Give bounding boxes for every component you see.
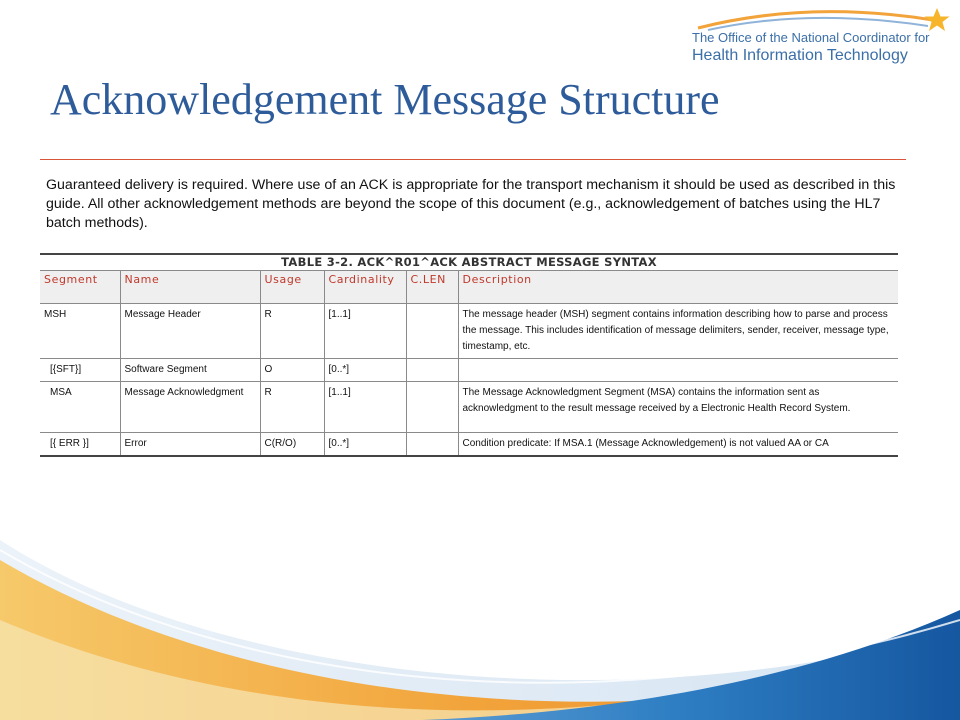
column-header-segment: Segment [40, 271, 120, 304]
cell-clen [406, 433, 458, 457]
cell-name: Software Segment [120, 359, 260, 382]
table-row [40, 382, 898, 433]
cell-usage: O [260, 359, 324, 382]
logo-line-2: Health Information Technology [692, 47, 908, 64]
onc-logo [688, 6, 954, 70]
column-header-name: Name [120, 271, 260, 304]
cell-name: Error [120, 433, 260, 457]
cell-usage: R [260, 382, 324, 433]
cell-name: Message Acknowledgment [120, 382, 260, 433]
cell-segment: [{SFT}] [40, 359, 120, 382]
cell-clen [406, 382, 458, 433]
table-row [40, 433, 898, 457]
logo-line-1: The Office of the National Coordinator for [692, 30, 930, 45]
intro-paragraph: Guaranteed delivery is required. Where use of an ACK is appropriate for the transport mechanism it should be used as described in this guide. All other acknowledgement methods are beyond the scope of this document (e.g., acknowledgement of batches using the HL7 batch methods). [46, 177, 896, 231]
cell-clen [406, 359, 458, 382]
cell-usage: R [260, 304, 324, 359]
column-header-cardinality: Cardinality [324, 271, 406, 304]
column-header-clen: C.LEN [406, 271, 458, 304]
table-row [40, 359, 898, 382]
table-caption: TABLE 3-2. ACK^R01^ACK ABSTRACT MESSAGE SYNTAX [40, 254, 898, 271]
cell-cardinality: [0..*] [324, 433, 406, 457]
cell-name: Message Header [120, 304, 260, 359]
cell-cardinality: [1..1] [324, 382, 406, 433]
cell-description: Condition predicate: If MSA.1 (Message Acknowledgement) is not valued AA or CA [458, 433, 898, 457]
table-header-row [40, 271, 898, 304]
cell-description [458, 359, 898, 382]
cell-cardinality: [0..*] [324, 359, 406, 382]
page-title: Acknowledgement Message Structure [50, 75, 720, 124]
column-header-usage: Usage [260, 271, 324, 304]
cell-description: The Message Acknowledgment Segment (MSA) contains the information sent as acknowledgment to the result message received by a Electronic Health Record System. [458, 382, 898, 433]
decorative-swoosh [0, 500, 960, 720]
cell-segment: [{ ERR }] [40, 433, 120, 457]
cell-segment: MSA [40, 382, 120, 433]
cell-description: The message header (MSH) segment contains information describing how to parse and process the message. This includes identification of message delimiters, sender, receiver, message type, timestamp, etc. [458, 304, 898, 359]
cell-usage: C(R/O) [260, 433, 324, 457]
column-header-description: Description [458, 271, 898, 304]
cell-segment: MSH [40, 304, 120, 359]
cell-cardinality: [1..1] [324, 304, 406, 359]
message-syntax-table [40, 253, 898, 457]
title-divider [40, 159, 906, 160]
table-row [40, 304, 898, 359]
cell-clen [406, 304, 458, 359]
